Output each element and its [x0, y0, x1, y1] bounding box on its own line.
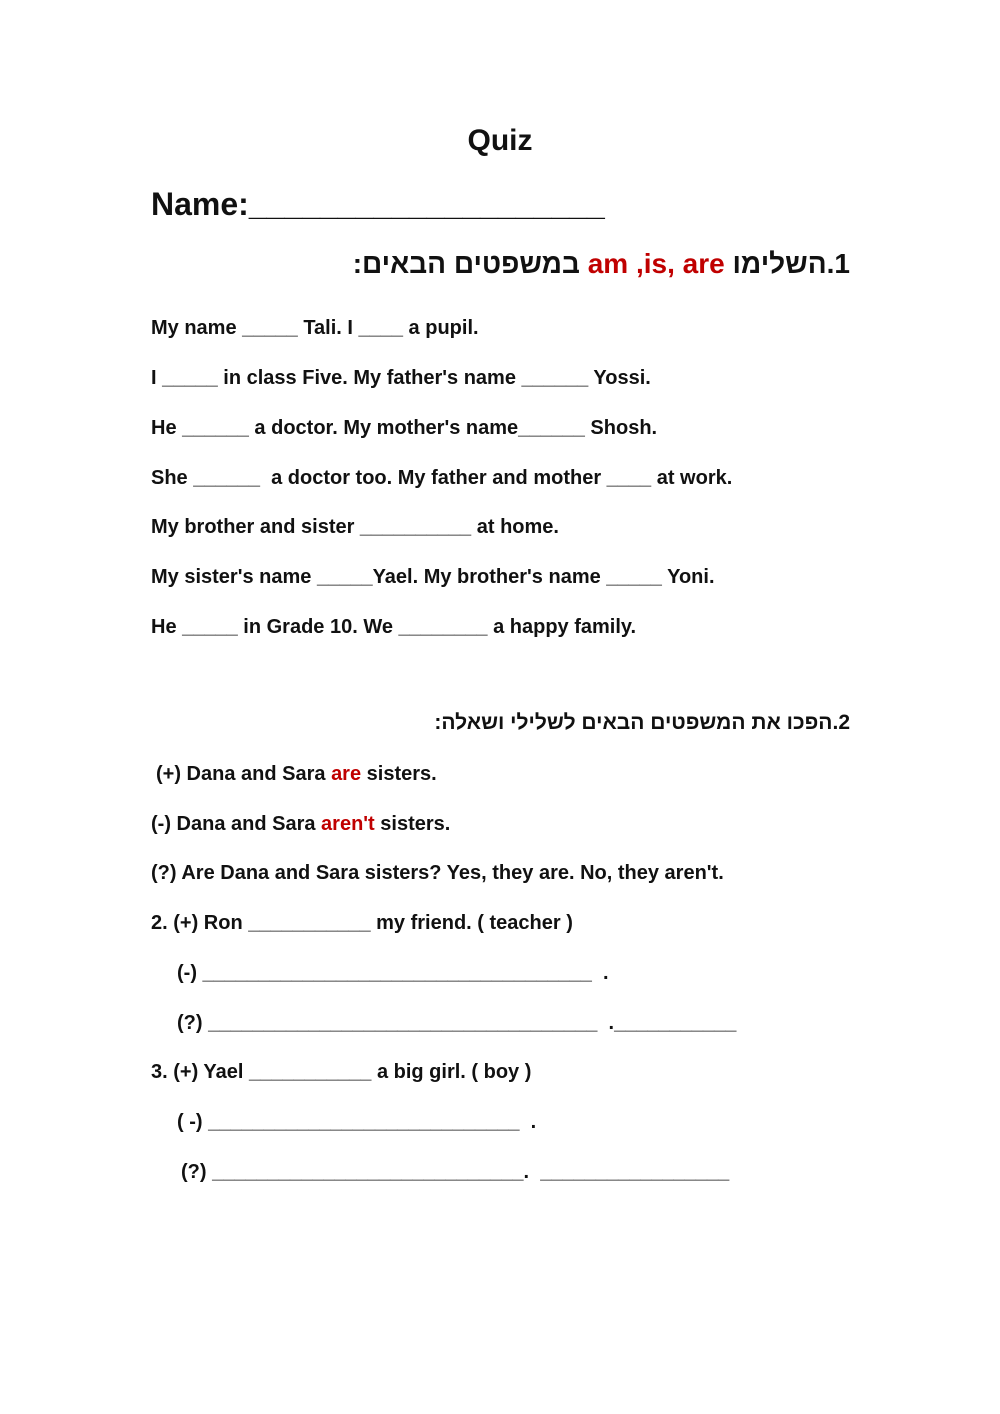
item3-positive: 3. (+) Yael ___________ a big girl. ( boy )	[151, 1061, 532, 1083]
exercise1-line-2: I _____ in class Five. My father's name ______ Yossi.	[151, 367, 651, 389]
item3-question: (?) ____________________________. _________________	[181, 1161, 730, 1183]
item2-negative: (-) ___________________________________ .	[177, 962, 609, 984]
example-positive-verb: are	[331, 763, 362, 785]
section2-heading: 2.הפכו את המשפטים הבאים לשלילי ושאלה:	[434, 711, 850, 734]
example-negative	[151, 811, 450, 837]
example-positive-end: sisters.	[361, 763, 437, 785]
item2-question: (?) ___________________________________ .___________	[177, 1012, 737, 1034]
section1-verbs: am ,is, are	[587, 248, 725, 279]
section1-number: 1.	[826, 248, 850, 279]
exercise1-line-1: My name _____ Tali. I ____ a pupil.	[151, 317, 479, 339]
example-negative-verb: aren't	[321, 813, 375, 835]
exercise1-line-4: She ______ a doctor too. My father and mother ____ at work.	[151, 467, 733, 489]
example-positive	[156, 761, 437, 787]
exercise1-line-3: He ______ a doctor. My mother's name______ Shosh.	[151, 417, 658, 439]
page-title: Quiz	[467, 124, 533, 157]
name-field-label: Name:____________________	[151, 186, 605, 222]
item2-positive: 2. (+) Ron ___________ my friend. ( teacher )	[151, 912, 573, 934]
section1-instruction: השלימו	[724, 248, 827, 279]
example-positive-text: (+) Dana and Sara	[156, 763, 332, 785]
item3-negative: ( -) ____________________________ .	[177, 1111, 537, 1133]
section1-heading	[353, 248, 850, 280]
example-negative-text: (-) Dana and Sara	[151, 813, 322, 835]
example-question: (?) Are Dana and Sara sisters? Yes, they are. No, they aren't.	[151, 862, 724, 884]
exercise1-line-7: He _____ in Grade 10. We ________ a happy family.	[151, 616, 637, 638]
exercise1-line-5: My brother and sister __________ at home.	[151, 516, 559, 538]
example-negative-end: sisters.	[374, 813, 451, 835]
exercise1-line-6: My sister's name _____Yael. My brother's name _____ Yoni.	[151, 566, 715, 588]
section1-instruction-end: במשפטים הבאים:	[352, 248, 588, 279]
